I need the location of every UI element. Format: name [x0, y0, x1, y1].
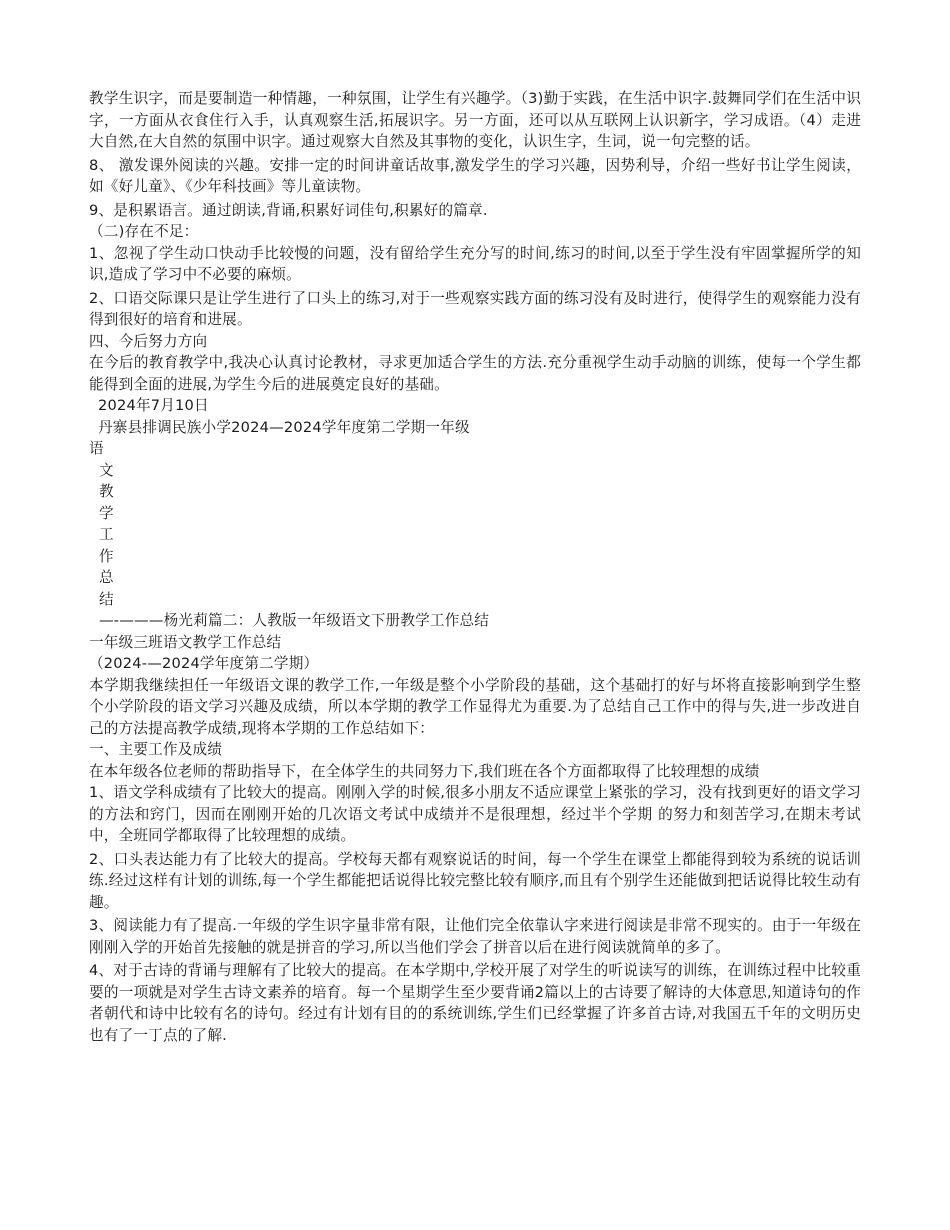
vertical-char: 文	[99, 461, 114, 479]
vertical-char: 语	[89, 440, 104, 457]
paragraph-shortcoming-1: 1、忽视了学生动口快动手比较慢的问题，没有留给学生充分写的时间,练习的时间,以至于学生没有牢固掌握所学的知识,造成了学习中不必要的麻烦。	[89, 244, 861, 283]
paragraph-achievement-4: 4、对于古诗的背诵与理解有了比较大的提高。在本学期中,学校开展了对学生的听说读写的训练，在训练过程中比较重要的一项就是对学生古诗文素养的培育。每一个星期学生至少要背诵2篇以上的古诗要了解诗的大体意思,知道诗句的作者朝代和诗中比较有名的诗句。经过有计划有目的的系统训练,学生们已经掌握了许多首古诗,对我国五千年的文明历史也有了一丁点的了解.	[89, 962, 861, 1044]
paragraph-achievement-3: 3、阅读能力有了提高.一年级的学生识字量非常有限，让他们完全依靠认字来进行阅读是非常不现实的。由于一年级在刚刚入学的开始首先接触的就是拼音的学习,所以当他们学会了拼音以后在进行阅读就简单的多了。	[89, 917, 861, 956]
heading-future-direction: 四、今后努力方向	[89, 332, 208, 350]
vertical-char: 作	[99, 547, 114, 565]
author-byline: —-———杨光莉篇二：人教版一年级语文下册教学工作总结	[99, 612, 490, 629]
school-line: 丹寨县排调民族小学2024—2024学年度第二学期一年级	[98, 418, 470, 436]
term-line: （2024-—2024学年度第二学期）	[89, 655, 319, 672]
heading-main-work: 一、主要工作及成绩	[89, 741, 223, 758]
paragraph-intro: 本学期我继续担任一年级语文课的教学工作,一年级是整个小学阶段的基础，这个基础打的好与坏将直接影响到学生整个小学阶段的语文学习兴趣及成绩，所以本学期的教学工作显得尤为重要.为了总结自己工作中的得与失,进一步改进自己的方法提高教学成绩,现将本学期的工作总结如下：	[89, 676, 861, 737]
document-page	[89, 88, 861, 1046]
date-line: 2024年7月10日	[98, 397, 209, 414]
vertical-title	[89, 438, 861, 610]
vertical-char: 工	[99, 526, 114, 543]
paragraph-future-direction: 在今后的教育教学中,我决心认真讨论教材，寻求更加适合学生的方法.充分重视学生动手动脑的训练，使每一个学生都能得到全面的进展,为学生今后的进展奠定良好的基础。	[89, 354, 861, 393]
vertical-char: 总	[99, 569, 114, 586]
heading-shortcomings: （二)存在不足：	[89, 223, 199, 240]
paragraph-achievement-2: 2、口头表达能力有了比较大的提高。学校每天都有观察说话的时间，每一个学生在课堂上都能得到较为系统的说话训练.经过这样有计划的训练,每一个学生都能把话说得比较完整比较有顺序,而且有个别学生还能做到把话说得比较生动有趣。	[89, 850, 861, 911]
paragraph-extracurricular-reading: 8、 激发课外阅读的兴趣。安排一定的时间讲童话故事,激发学生的学习兴趣，因势利导，介绍一些好书让学生阅读，如《好儿童》、《少年科技画》等儿童读物。	[89, 156, 861, 195]
vertical-char: 教	[99, 483, 114, 500]
vertical-char: 结	[99, 590, 114, 608]
paragraph-shortcoming-2: 2、口语交际课只是让学生进行了口头上的练习,对于一些观察实践方面的练习没有及时进行，使得学生的观察能力没有得到很好的培育和进展。	[89, 289, 861, 328]
paragraph-overview: 在本年级各位老师的帮助指导下，在全体学生的共同努力下,我们班在各个方面都取得了比较理想的成绩	[89, 762, 760, 780]
section-title: 一年级三班语文教学工作总结	[89, 633, 282, 651]
paragraph-literacy-methods: 教学生识字，而是要制造一种情趣，一种氛围，让学生有兴趣学。（3)勤于实践，在生活中识字.鼓舞同学们在生活中识字，一方面从衣食住行入手，认真观察生活,拓展识字。另一方面，还可以从互联网上认识新字，学习成语。（4）走进大自然,在大自然的氛围中识字。通过观察大自然及其事物的变化，认识生字，生词，说一句完整的话。	[89, 90, 861, 150]
paragraph-language-accumulation: 9、是积累语言。通过朗读,背诵,积累好词佳句,积累好的篇章.	[89, 201, 488, 219]
paragraph-achievement-1: 1、语文学科成绩有了比较大的提高。刚刚入学的时候,很多小朋友不适应课堂上紧张的学习，没有找到更好的语文学习的方法和窍门，因而在刚刚开始的几次语文考试中成绩并不是很理想，经过半个学期 的努力和刻苦学习,在期末考试中，全班同学都取得了比较理想的成绩。	[89, 784, 861, 844]
vertical-char: 学	[99, 504, 114, 522]
